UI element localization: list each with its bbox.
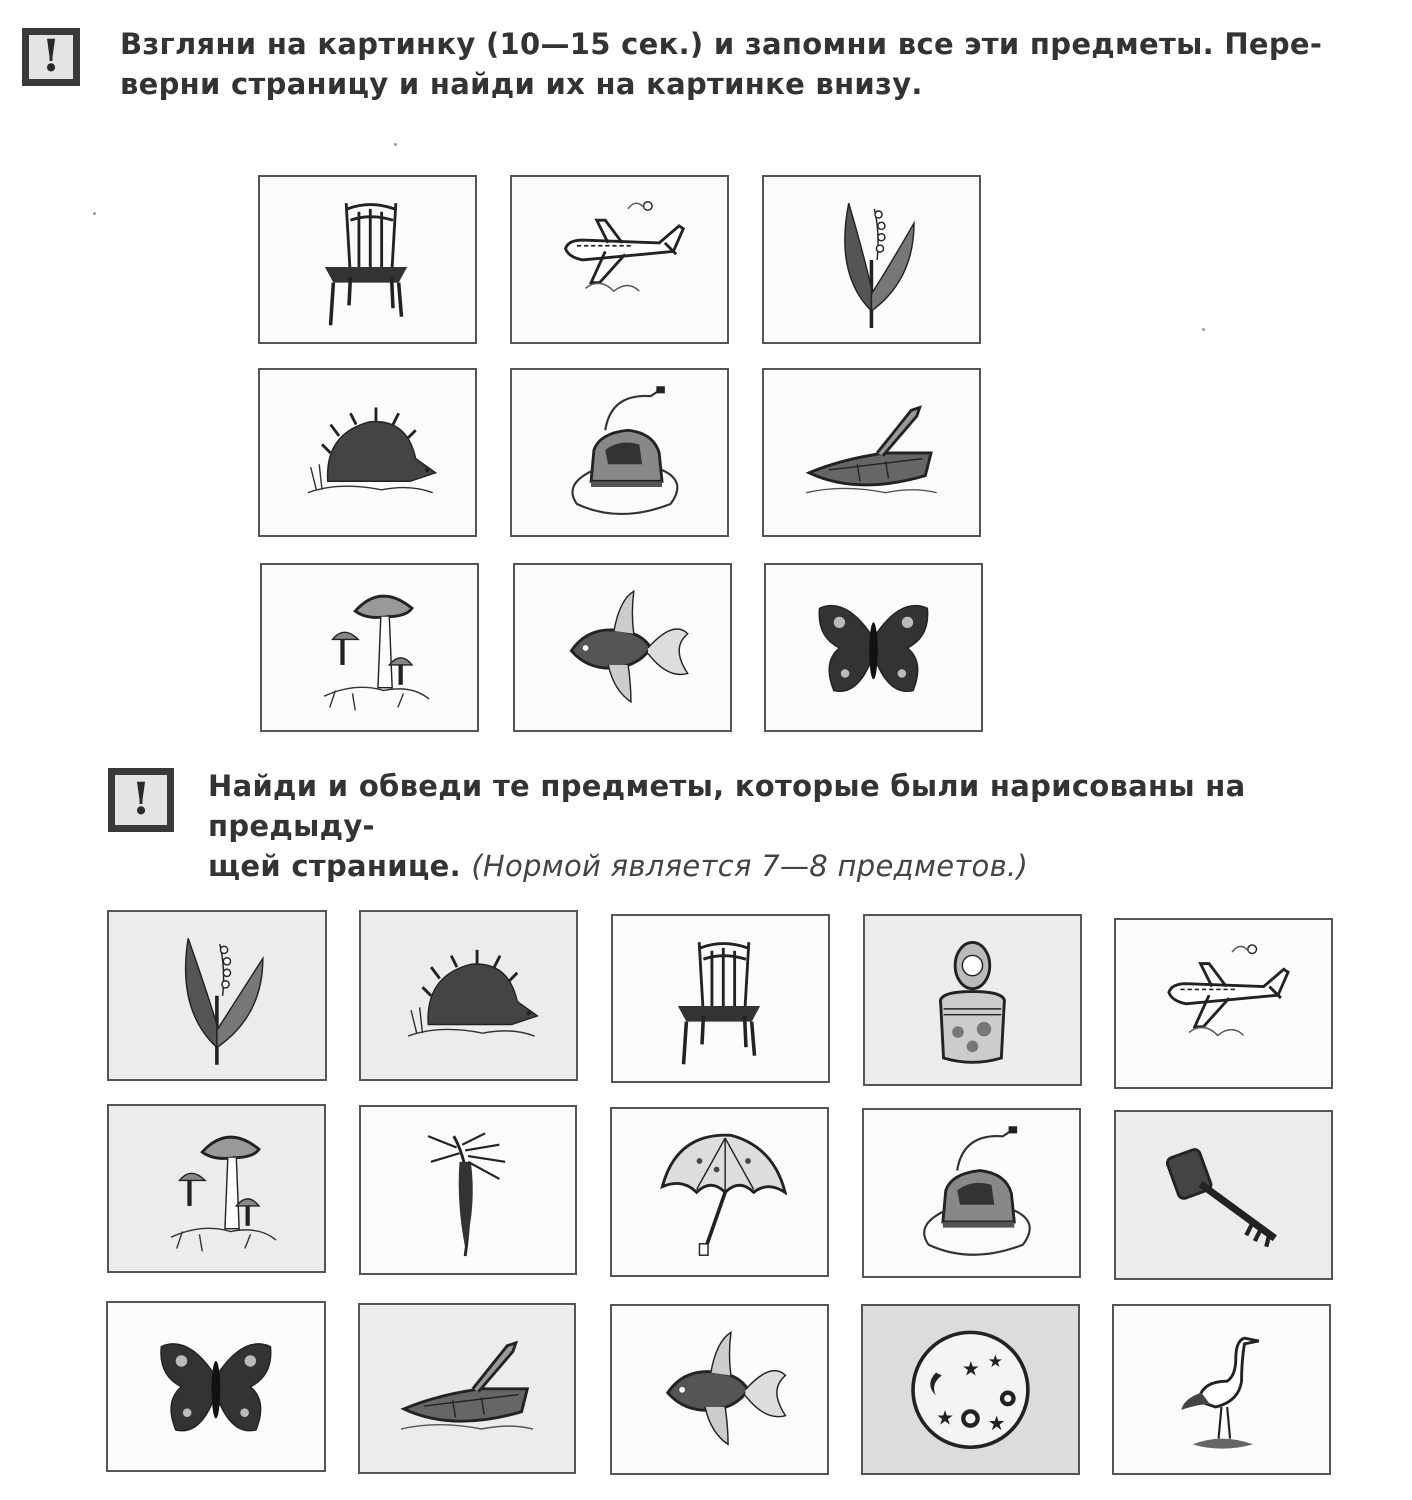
ball-icon (878, 1318, 1063, 1462)
card2-key[interactable] (1114, 1110, 1333, 1280)
key-icon (1131, 1124, 1316, 1267)
scan-speck (93, 212, 96, 215)
card-mushrooms[interactable] (260, 563, 479, 732)
card-butterfly[interactable] (764, 563, 983, 732)
boat-icon (779, 382, 964, 524)
card2-lily[interactable] (107, 910, 327, 1081)
matryoshka-icon (880, 928, 1065, 1072)
task1-text (120, 24, 1322, 104)
task1-line1: Взгляни на картинку (10—15 сек.) и запомни все эти предметы. Пере- (120, 27, 1323, 61)
iron-icon (879, 1122, 1064, 1265)
card2-stork[interactable] (1112, 1304, 1331, 1475)
iron-icon (527, 382, 712, 524)
exclamation-icon-2: ! (108, 768, 174, 832)
butterfly-icon (123, 1315, 309, 1459)
scan-speck (394, 143, 397, 146)
card2-umbrella[interactable] (610, 1107, 829, 1277)
task2-text (208, 766, 1412, 886)
hedgehog-icon (275, 382, 460, 524)
task2-line2-bold: щей странице. (208, 849, 461, 883)
card2-boat[interactable] (358, 1303, 576, 1474)
task1-instruction (22, 28, 1322, 104)
card-chair[interactable] (258, 175, 477, 344)
card2-ball[interactable] (861, 1304, 1080, 1475)
mushrooms-icon (277, 577, 462, 719)
svg-text:★: ★ (987, 1410, 1006, 1435)
card-boat[interactable] (762, 368, 981, 537)
card-hedgehog[interactable] (258, 368, 477, 537)
mushrooms-icon (124, 1118, 309, 1260)
card-lily[interactable] (762, 175, 981, 344)
task2-note: (Нормой является 7—8 предметов.) (471, 849, 1029, 883)
card2-matryoshka[interactable] (863, 914, 1082, 1086)
scan-speck (1202, 328, 1205, 331)
pine-branch-icon (376, 1119, 560, 1262)
task2-instruction (108, 768, 1412, 886)
umbrella-icon (627, 1121, 812, 1264)
hedgehog-icon (376, 924, 561, 1068)
card2-airplane[interactable] (1114, 918, 1333, 1089)
svg-text:★: ★ (961, 1356, 980, 1381)
task2-line1: Найди и обведи те предметы, которые были нарисованы на предыду- (208, 769, 1246, 843)
card2-mushrooms[interactable] (107, 1104, 326, 1273)
card-goldfish[interactable] (513, 563, 732, 732)
card2-butterfly[interactable] (106, 1301, 326, 1472)
card2-chair[interactable] (611, 914, 830, 1083)
airplane-icon (527, 189, 712, 331)
butterfly-icon (781, 577, 966, 719)
svg-text:★: ★ (987, 1351, 1004, 1372)
card-airplane[interactable] (510, 175, 729, 344)
stork-icon (1129, 1318, 1314, 1462)
airplane-icon (1131, 932, 1316, 1076)
lily-of-the-valley-icon (124, 924, 310, 1068)
exclamation-icon: ! (22, 28, 80, 86)
card2-goldfish[interactable] (610, 1304, 829, 1475)
chair-icon (628, 928, 813, 1070)
chair-icon (275, 189, 460, 331)
boat-icon (375, 1317, 559, 1461)
lily-of-the-valley-icon (779, 189, 964, 331)
svg-text:★: ★ (936, 1404, 955, 1429)
card2-iron[interactable] (862, 1108, 1081, 1278)
task2-line2 (208, 846, 1412, 886)
task1-line2: верни страницу и найди их на картинке внизу. (120, 67, 923, 101)
card2-hedgehog[interactable] (359, 910, 578, 1081)
card2-pine-branch[interactable] (359, 1105, 577, 1275)
goldfish-icon (530, 577, 715, 719)
card-iron[interactable] (510, 368, 729, 537)
goldfish-icon (627, 1318, 812, 1462)
